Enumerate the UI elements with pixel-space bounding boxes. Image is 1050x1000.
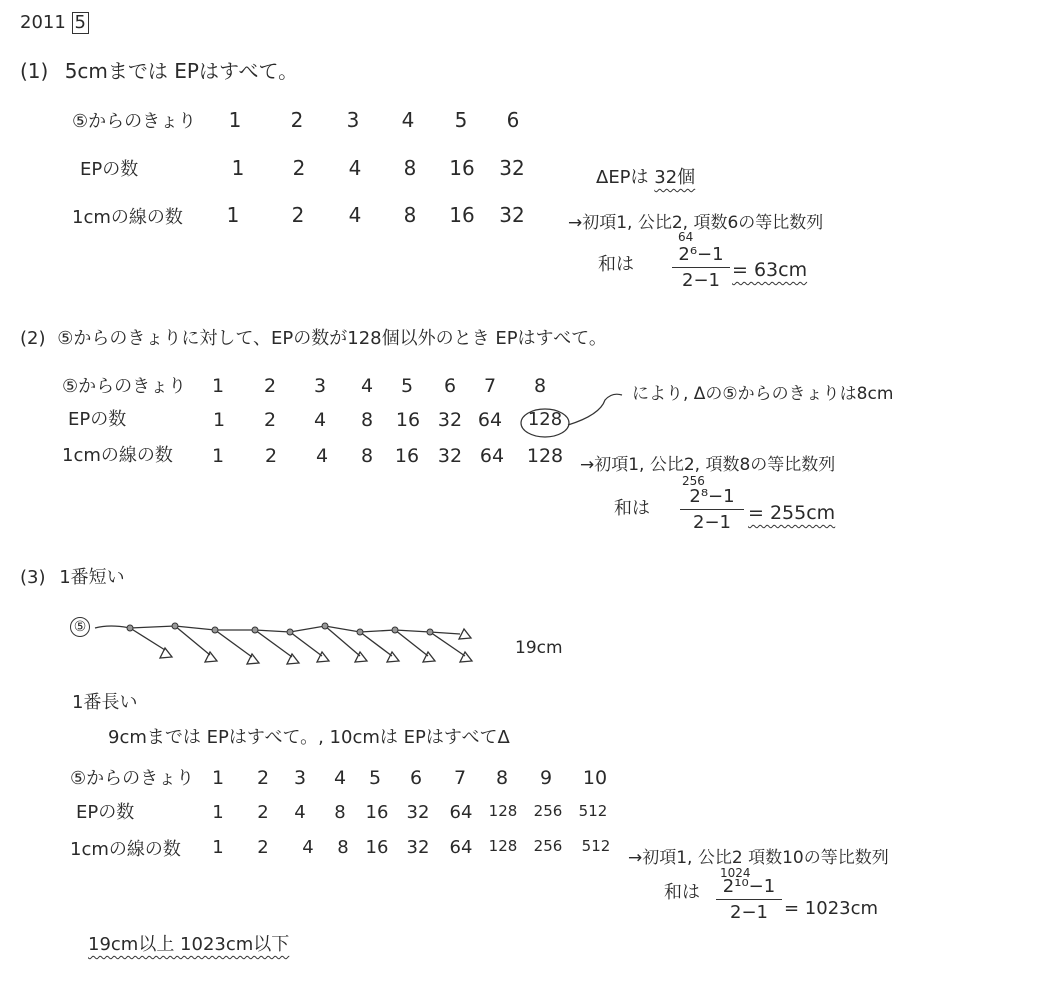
table-cell: 8 xyxy=(337,837,349,858)
part2-sequence-note: →初項1, 公比2, 項数8の等比数列 xyxy=(580,455,836,475)
table-cell: 16 xyxy=(449,156,475,180)
table-cell: 8 xyxy=(360,409,374,431)
table-cell: 1 xyxy=(226,203,240,227)
table-cell: 8 xyxy=(360,445,374,467)
part1-sum-prefix: 和は xyxy=(598,254,634,275)
table-cell: 32 xyxy=(499,156,525,180)
table-cell: 4 xyxy=(313,409,327,431)
diagram-length-label: 19cm xyxy=(515,638,563,658)
table-cell: 3 xyxy=(313,375,327,397)
chain-lines xyxy=(95,626,465,657)
part3-row-label-distance: ⑤からのきょり xyxy=(70,768,195,789)
table-cell: 7 xyxy=(483,375,497,397)
table-cell: 2 xyxy=(263,409,277,431)
table-cell: 9 xyxy=(539,767,553,789)
part3-row-label-line-count: 1cmの線の数 xyxy=(70,839,181,860)
table-cell: 128 xyxy=(488,802,518,820)
part1-label: (1) xyxy=(20,59,49,83)
part3-longest-title: 1番長い xyxy=(72,692,138,713)
table-cell: 1 xyxy=(211,445,225,467)
table-cell: 4 xyxy=(333,767,347,789)
table-cell: 16 xyxy=(394,445,420,467)
table-cell: 4 xyxy=(401,108,415,132)
table-cell: 1 xyxy=(212,802,224,823)
fraction-denominator: 2−1 xyxy=(682,270,720,291)
part2-condition: ⑤からのきょりに対して、EPの数が128個以外のとき EPはすべて。 xyxy=(57,328,607,349)
table-cell: 32 xyxy=(406,837,430,858)
table-cell: 6 xyxy=(506,108,520,132)
part1-sum-annotation: 64 xyxy=(678,230,694,244)
diagram-start-circle: ⑤ xyxy=(70,617,90,637)
fraction-numerator: 2⁶−1 xyxy=(678,244,724,265)
part2-row-label-ep-count: EPの数 xyxy=(68,409,127,430)
chain-nodes xyxy=(127,623,433,635)
table-cell: 5 xyxy=(368,767,382,789)
table-cell: 2 xyxy=(263,375,277,397)
table-cell: 2 xyxy=(264,445,278,467)
year-text: 2011 xyxy=(20,12,66,33)
table-cell: 8 xyxy=(495,767,509,789)
triangle-note-prefix: ΔEPは xyxy=(596,167,649,188)
table-cell: 32 xyxy=(406,802,430,823)
circled-128 xyxy=(521,409,569,437)
part3-label: (3) xyxy=(20,567,46,588)
part2-callout: により, Δの⑤からのきょりは8cm xyxy=(632,384,894,404)
table-cell: 256 xyxy=(533,837,563,855)
table-cell: 5 xyxy=(400,375,414,397)
table-cell: 2 xyxy=(257,802,269,823)
part3-sequence-note: →初項1, 公比2 項数10の等比数列 xyxy=(628,848,889,868)
part3-sum-result: = 1023cm xyxy=(784,898,879,919)
part3-shortest-title: 1番短い xyxy=(59,567,125,588)
table-cell: 64 xyxy=(479,445,505,467)
part1-row-label-ep-count: EPの数 xyxy=(80,159,139,180)
part2-row-label-distance: ⑤からのきょり xyxy=(62,376,187,397)
table-cell: 1 xyxy=(228,108,242,132)
fraction-numerator: 2⁸−1 xyxy=(689,486,735,507)
table-cell: 8 xyxy=(403,203,417,227)
table-cell: 2 xyxy=(256,767,270,789)
part2-sum-result: = 255cm xyxy=(748,502,836,524)
table-cell: 16 xyxy=(449,203,475,227)
table-cell: 10 xyxy=(582,767,608,789)
table-cell: 4 xyxy=(348,203,362,227)
table-cell: 256 xyxy=(533,802,563,820)
table-cell: 2 xyxy=(257,837,269,858)
table-cell: 3 xyxy=(346,108,360,132)
table-cell: 64 xyxy=(477,409,503,431)
fraction-denominator: 2−1 xyxy=(730,902,768,923)
table-cell: 512 xyxy=(581,837,611,855)
table-cell: 16 xyxy=(365,837,389,858)
table-cell: 512 xyxy=(578,802,608,820)
fraction-bar xyxy=(716,899,782,900)
table-cell: 4 xyxy=(294,802,306,823)
part3-longest-condition: 9cmまでは EPはすべて。, 10cmは EPはすべてΔ xyxy=(108,727,510,748)
table-cell: 16 xyxy=(365,802,389,823)
table-cell: 16 xyxy=(395,409,421,431)
part2-sum-annotation: 256 xyxy=(682,474,705,488)
table-cell: 64 xyxy=(449,837,473,858)
table-cell: 8 xyxy=(533,375,547,397)
final-answer: 19cm以上 1023cm以下 xyxy=(88,934,290,955)
table-cell: 1 xyxy=(212,837,224,858)
part1-condition: 5cmまでは EPはすべて。 xyxy=(64,59,299,83)
table-cell: 32 xyxy=(437,409,463,431)
triangle-note-value: 32個 xyxy=(654,167,696,188)
table-cell: 4 xyxy=(315,445,329,467)
table-cell: 4 xyxy=(302,837,314,858)
part3-sum-annotation: 1024 xyxy=(720,866,751,880)
part2-sum-prefix: 和は xyxy=(614,498,650,519)
table-cell: 32 xyxy=(499,203,525,227)
table-cell: 1 xyxy=(211,375,225,397)
part2-row-label-line-count: 1cmの線の数 xyxy=(62,445,173,466)
part2-label: (2) xyxy=(20,328,46,349)
table-cell: 2 xyxy=(291,203,305,227)
table-cell: 2 xyxy=(292,156,306,180)
callout-line xyxy=(568,394,622,425)
part1-sum-result: = 63cm xyxy=(732,259,808,281)
table-cell: 1 xyxy=(211,767,225,789)
table-cell: 128 xyxy=(526,445,564,467)
table-cell: 128 xyxy=(488,837,518,855)
table-cell: 64 xyxy=(449,802,473,823)
table-cell: 4 xyxy=(360,375,374,397)
table-cell: 7 xyxy=(453,767,467,789)
part1-sequence-note: →初項1, 公比2, 項数6の等比数列 xyxy=(568,213,824,233)
table-cell: 6 xyxy=(443,375,457,397)
fraction-numerator: 2¹⁰−1 xyxy=(722,876,776,897)
problem-number: 5 xyxy=(72,12,89,34)
triangle-markers xyxy=(160,629,472,664)
table-cell: 8 xyxy=(334,802,346,823)
table-cell: 3 xyxy=(293,767,307,789)
fraction-denominator: 2−1 xyxy=(693,512,731,533)
table-cell: 2 xyxy=(290,108,304,132)
part1-row-label-line-count: 1cmの線の数 xyxy=(72,207,183,228)
table-cell: 5 xyxy=(454,108,468,132)
table-cell-circled: 128 xyxy=(527,409,563,430)
table-cell: 1 xyxy=(212,409,226,431)
table-cell: 32 xyxy=(437,445,463,467)
table-cell: 8 xyxy=(403,156,417,180)
part3-sum-fraction xyxy=(716,876,782,923)
part3-row-label-ep-count: EPの数 xyxy=(76,802,135,823)
part1-row-label-distance: ⑤からのきょり xyxy=(72,111,197,132)
part3-sum-prefix: 和は xyxy=(664,882,700,903)
table-cell: 6 xyxy=(409,767,423,789)
table-cell: 4 xyxy=(348,156,362,180)
table-cell: 1 xyxy=(231,156,245,180)
